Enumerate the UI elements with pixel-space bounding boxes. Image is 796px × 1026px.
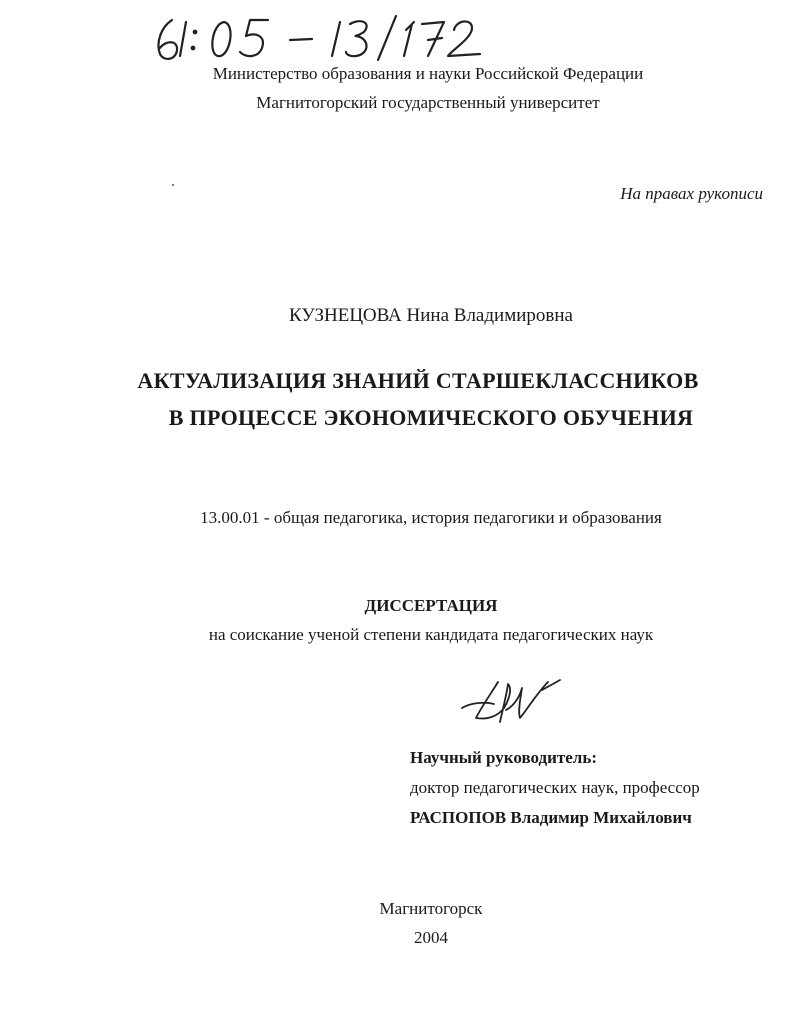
university-name: Магнитогорский государственный университет [256, 93, 600, 112]
scan-speck [172, 184, 174, 186]
rights-note: На правах рукописи [620, 184, 763, 203]
dissertation-title-line-2: В ПРОЦЕССЕ ЭКОНОМИЧЕСКОГО ОБУЧЕНИЯ [168, 405, 694, 430]
year: 2004 [414, 928, 448, 947]
handwritten-archive-code [150, 10, 510, 65]
author-name: КУЗНЕЦОВА Нина Владимировна [289, 305, 573, 326]
signature-drawing [458, 668, 568, 728]
document-type: ДИССЕРТАЦИЯ [364, 596, 498, 615]
dissertation-title-line-1: АКТУАЛИЗАЦИЯ ЗНАНИЙ СТАРШЕКЛАССНИКОВ [137, 368, 699, 393]
supervisor-label: Научный руководитель: [410, 748, 597, 767]
degree-description: на соискание ученой степени кандидата педагогических наук [208, 625, 654, 644]
signature [458, 668, 568, 728]
specialty-code: 13.00.01 - общая педагогика, история педагогики и образования [200, 508, 662, 527]
handwritten-code-drawing [150, 10, 510, 65]
ministry-name: Министерство образования и науки Российской Федерации [212, 64, 644, 83]
supervisor-degree: доктор педагогических наук, профессор [410, 778, 700, 797]
city: Магнитогорск [379, 899, 483, 918]
supervisor-name: РАСПОПОВ Владимир Михайлович [410, 808, 692, 827]
